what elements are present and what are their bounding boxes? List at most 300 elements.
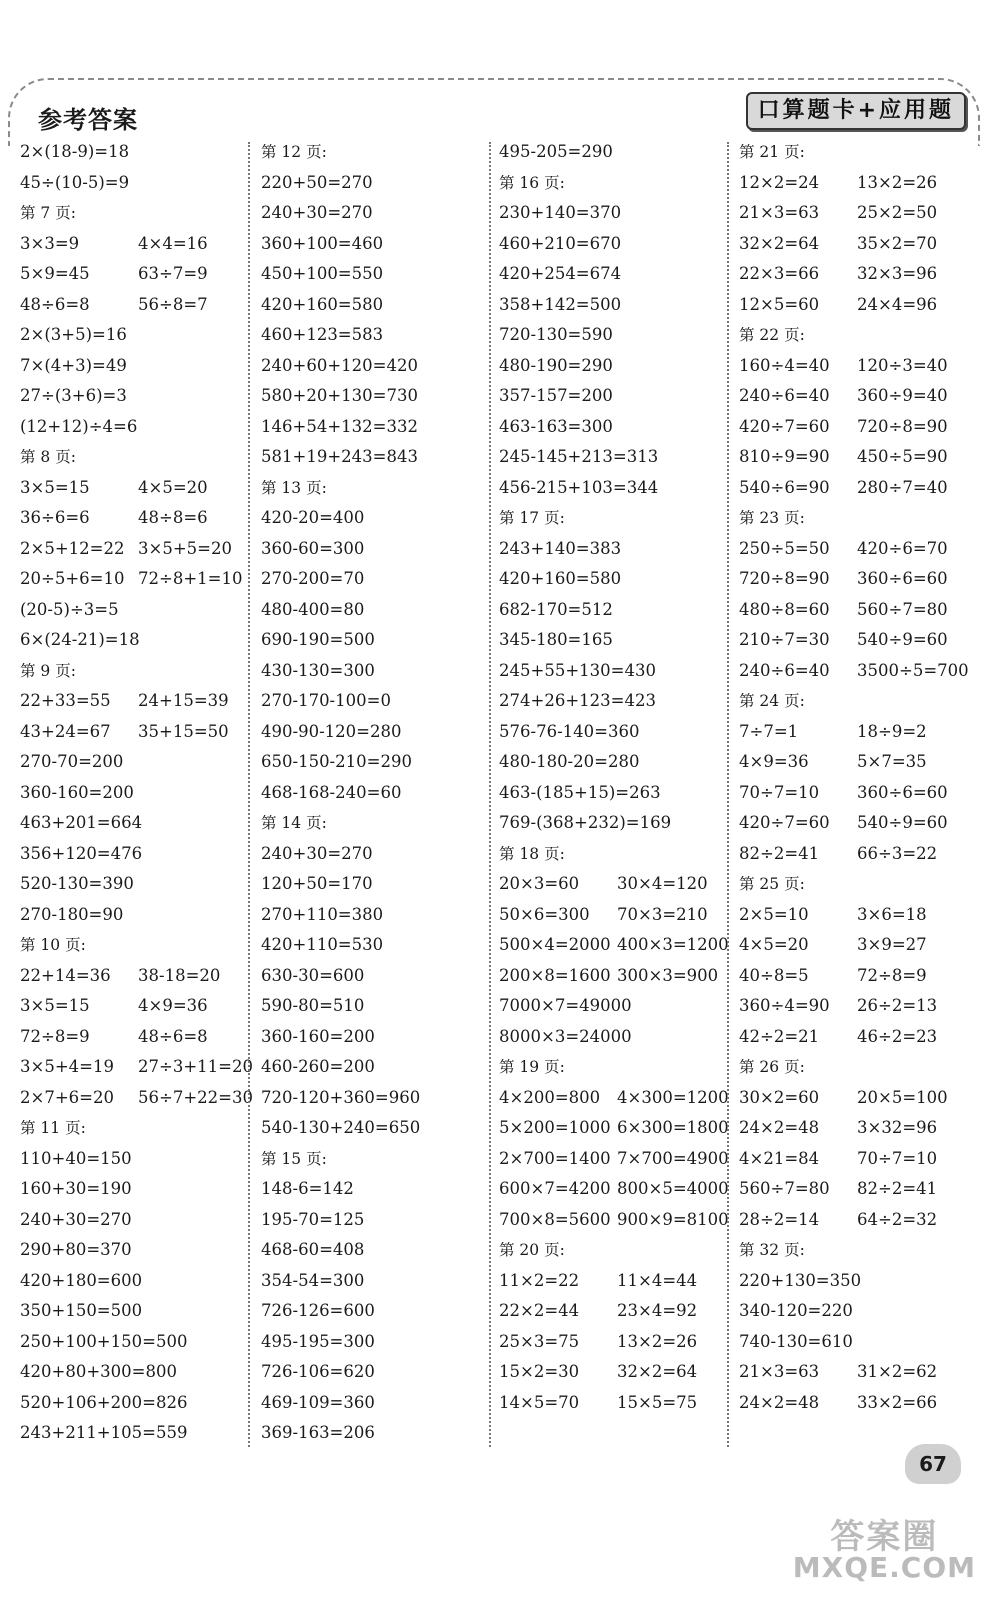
section-heading (261, 137, 486, 168)
answer-row (739, 991, 969, 1022)
answer-row (20, 961, 245, 992)
answer-equation: 2×7+6=20 (20, 1087, 114, 1107)
answer-row (20, 839, 245, 870)
answer-equation: 11×2=22 (499, 1270, 580, 1290)
answer-equation: 120÷3=40 (857, 355, 948, 375)
answer-row (261, 534, 486, 565)
answer-row (499, 1144, 729, 1175)
answer-row (261, 686, 486, 717)
answer-equation: 2×5=10 (739, 904, 809, 924)
answer-equation: 110+40=150 (20, 1148, 132, 1168)
answer-equation: 450+100=550 (261, 264, 384, 283)
answer-row (261, 412, 486, 443)
section-heading (739, 1052, 969, 1083)
answer-row (261, 656, 486, 687)
answer-row (499, 991, 724, 1022)
answer-equation: 22×2=44 (499, 1301, 580, 1320)
answer-row (739, 808, 969, 839)
answer-equation: (12+12)÷4=6 (20, 416, 138, 436)
watermark-cn: 答案圈 (830, 1517, 939, 1557)
answer-equation: 15×2=30 (499, 1362, 580, 1381)
answer-equation: 356+120=476 (20, 843, 143, 863)
answer-equation: 24×2=48 (739, 1392, 820, 1412)
answer-row (499, 778, 724, 809)
answer-row (739, 1113, 969, 1144)
answer-equation: 230+140=370 (499, 203, 622, 222)
answer-equation: 300×3=900 (617, 965, 719, 985)
answer-row (739, 1174, 969, 1205)
answer-equation: 726-126=600 (261, 1301, 375, 1320)
answer-equation: 540÷9=60 (857, 630, 948, 649)
answer-row (499, 1388, 724, 1419)
section-heading (499, 839, 724, 870)
section-heading-text: 第 8 页: (20, 448, 76, 466)
answer-row (261, 595, 486, 626)
answer-row (20, 564, 245, 595)
answer-row (261, 1296, 486, 1327)
answer-equation: 590-80=510 (261, 996, 365, 1015)
answer-column-3 (499, 137, 729, 1447)
answer-equation: 4×9=36 (138, 996, 208, 1015)
answer-row (261, 961, 486, 992)
book-title-badge: 口算题卡+应用题 (746, 92, 966, 130)
answer-equation: 420+110=530 (261, 935, 384, 954)
page-title: 参考答案 (38, 106, 138, 134)
answer-equation: 64÷2=32 (857, 1209, 938, 1229)
answer-row (261, 1174, 486, 1205)
answer-equation: 480-400=80 (261, 599, 365, 619)
column-divider (727, 142, 729, 1447)
answer-row (499, 442, 724, 473)
answer-equation: 3×5+4=19 (20, 1057, 114, 1076)
answer-equation: 148-6=142 (261, 1179, 354, 1198)
answer-equation: 26÷2=13 (857, 996, 938, 1015)
answer-equation: 420+80+300=800 (20, 1362, 177, 1381)
answer-row (739, 1296, 969, 1327)
answer-equation: 576-76-140=360 (499, 721, 640, 741)
answer-equation: 70×3=210 (617, 904, 708, 924)
answer-equation: 15×5=75 (617, 1392, 698, 1412)
answer-row (261, 1052, 486, 1083)
answer-equation: 7×700=4900 (617, 1148, 729, 1168)
answer-equation: 495-195=300 (261, 1331, 375, 1351)
answer-equation: 120+50=170 (261, 874, 373, 893)
answer-equation: 250+100+150=500 (20, 1331, 188, 1351)
answer-equation: 630-30=600 (261, 965, 365, 985)
answer-row (261, 717, 486, 748)
answer-row (739, 930, 969, 961)
answer-row (499, 1357, 724, 1388)
answer-row (261, 1418, 486, 1449)
answer-row (261, 1357, 486, 1388)
answer-column-2 (261, 137, 486, 1447)
answer-equation: 82÷2=41 (857, 1179, 938, 1198)
answer-equation: 38-18=20 (138, 965, 221, 985)
answer-row (20, 1235, 245, 1266)
answer-row (20, 1144, 245, 1175)
answer-row (739, 961, 969, 992)
answer-row (20, 351, 245, 382)
answer-equation: 700×8=5600 (499, 1209, 611, 1229)
answer-equation: 45÷(10-5)=9 (20, 172, 130, 192)
answer-row (261, 1388, 486, 1419)
answer-row (261, 930, 486, 961)
answer-row (739, 717, 969, 748)
answer-equation: 520-130=390 (20, 874, 134, 893)
answer-equation: 540÷6=90 (739, 477, 830, 497)
answer-row (261, 503, 486, 534)
answer-equation: 20×3=60 (499, 874, 580, 893)
section-heading-text: 第 26 页: (739, 1058, 805, 1076)
answer-equation: 726-106=620 (261, 1362, 375, 1381)
answer-row (499, 1205, 729, 1236)
column-divider (248, 142, 250, 1447)
answer-row (739, 290, 969, 321)
answer-equation: 4×9=36 (739, 752, 809, 771)
answer-equation: 12×5=60 (739, 294, 820, 314)
answer-equation: 240+30=270 (20, 1209, 132, 1229)
section-heading (20, 1113, 245, 1144)
answer-row (499, 808, 724, 839)
answer-row (499, 198, 724, 229)
answer-row (739, 625, 969, 656)
page-number: 67 (905, 1444, 961, 1484)
answer-equation: 31×2=62 (857, 1362, 938, 1381)
section-heading-text: 第 23 页: (739, 509, 805, 527)
section-heading-text: 第 10 页: (20, 936, 86, 954)
answer-equation: 35+15=50 (138, 721, 229, 741)
answer-row (739, 839, 969, 870)
answer-row (261, 900, 486, 931)
answer-equation: 274+26+123=423 (499, 691, 656, 710)
answer-equation: 468-60=408 (261, 1240, 365, 1259)
answer-equation: 4×200=800 (499, 1087, 601, 1107)
section-heading (739, 503, 969, 534)
answer-row (499, 1327, 724, 1358)
answer-row (499, 229, 724, 260)
answer-equation: 2×(18-9)=18 (20, 142, 130, 161)
answer-equation: 25×3=75 (499, 1331, 580, 1351)
answer-equation: 490-90-120=280 (261, 721, 402, 741)
section-heading (20, 930, 245, 961)
answer-equation: 210÷7=30 (739, 630, 830, 649)
answer-row (261, 1266, 486, 1297)
answer-equation: 20÷5+6=10 (20, 569, 125, 588)
answer-row (20, 1388, 245, 1419)
answer-equation: 420÷7=60 (739, 416, 830, 436)
answer-equation: 40÷8=5 (739, 965, 809, 985)
answer-row (261, 1235, 486, 1266)
answer-equation: 280÷7=40 (857, 477, 948, 497)
answer-row (499, 869, 724, 900)
answer-row (20, 381, 245, 412)
answer-row (499, 961, 724, 992)
answer-equation: 469-109=360 (261, 1392, 375, 1412)
section-heading-text: 第 11 页: (20, 1119, 86, 1137)
answer-row (499, 1174, 729, 1205)
answer-row (20, 412, 245, 443)
answer-equation: 720-120+360=960 (261, 1087, 421, 1107)
answer-equation: 240+30=270 (261, 843, 373, 863)
section-heading (499, 168, 724, 199)
section-heading (20, 198, 245, 229)
answer-row (499, 686, 724, 717)
answer-equation: 450÷5=90 (857, 447, 948, 466)
answer-equation: 28÷2=14 (739, 1209, 820, 1229)
answer-equation: 357-157=200 (499, 386, 613, 405)
answer-row (261, 839, 486, 870)
answer-equation: 20×5=100 (857, 1087, 948, 1107)
answer-column-4 (739, 137, 969, 1447)
answer-equation: 5×7=35 (857, 752, 927, 771)
answer-equation: 6×(24-21)=18 (20, 630, 140, 649)
section-heading (499, 1235, 724, 1266)
section-heading-text: 第 16 页: (499, 173, 565, 192)
section-heading-text: 第 21 页: (739, 143, 805, 161)
answer-equation: 82÷2=41 (739, 843, 820, 863)
answer-equation: 540÷9=60 (857, 813, 948, 832)
answer-equation: 480-180-20=280 (499, 752, 640, 771)
answer-equation: 7000×7=49000 (499, 996, 632, 1015)
section-heading (739, 137, 969, 168)
answer-equation: 270-200=70 (261, 569, 365, 588)
answer-equation: 4×21=84 (739, 1148, 820, 1168)
answer-equation: 520+106+200=826 (20, 1392, 188, 1412)
answer-equation: 32×2=64 (739, 233, 820, 253)
answer-equation: 360÷6=60 (857, 782, 948, 802)
answer-equation: 48÷6=8 (20, 294, 90, 314)
answer-equation: 33×2=66 (857, 1392, 938, 1412)
answer-row (499, 717, 724, 748)
answer-equation: 769-(368+232)=169 (499, 813, 672, 832)
answer-equation: 18÷9=2 (857, 721, 927, 741)
answer-equation: 4×5=20 (138, 477, 208, 497)
answer-equation: 360÷9=40 (857, 386, 948, 405)
answer-equation: 70÷7=10 (857, 1148, 938, 1168)
answer-equation: 3×5=15 (20, 996, 90, 1015)
answer-equation: 243+140=383 (499, 538, 622, 558)
answer-row (261, 1205, 486, 1236)
answer-row (261, 351, 486, 382)
answer-equation: 690-190=500 (261, 630, 375, 649)
answer-row (261, 778, 486, 809)
section-heading (739, 869, 969, 900)
answer-equation: 2×5+12=22 (20, 538, 125, 558)
answer-row (739, 1357, 969, 1388)
answer-equation: 13×2=26 (857, 172, 938, 192)
answer-row (499, 1266, 724, 1297)
answer-equation: 14×5=70 (499, 1392, 580, 1412)
answer-row (20, 229, 245, 260)
answer-row (499, 259, 724, 290)
answer-row (499, 412, 724, 443)
answer-equation: 350+150=500 (20, 1301, 143, 1320)
answer-row (739, 747, 969, 778)
section-heading-text: 第 22 页: (739, 326, 805, 344)
answer-equation: 48÷6=8 (138, 1026, 208, 1046)
answer-equation: 682-170=512 (499, 599, 613, 619)
answer-row (499, 1022, 724, 1053)
answer-row (261, 869, 486, 900)
answer-row (20, 1205, 245, 1236)
answer-equation: 270-70=200 (20, 752, 124, 771)
answer-equation: 420+160=580 (499, 569, 622, 588)
answer-row (20, 259, 245, 290)
answer-equation: 12×2=24 (739, 172, 820, 192)
answer-equation: 360÷6=60 (857, 569, 948, 588)
answer-equation: 5×200=1000 (499, 1118, 611, 1137)
answer-equation: 21×3=63 (739, 203, 820, 222)
answer-equation: 358+142=500 (499, 294, 622, 314)
answer-equation: 22×3=66 (739, 264, 820, 283)
answer-row (261, 991, 486, 1022)
answer-row (20, 137, 245, 168)
answer-equation: 540-130+240=650 (261, 1118, 421, 1137)
answer-row (499, 1296, 724, 1327)
section-heading (499, 503, 724, 534)
answer-row (20, 747, 245, 778)
answer-equation: 720÷8=90 (739, 569, 830, 588)
answer-equation: 460+210=670 (499, 233, 622, 253)
answer-row (739, 473, 969, 504)
answer-equation: 468-168-240=60 (261, 782, 402, 802)
answer-equation: 480-190=290 (499, 355, 613, 375)
answer-equation: 56÷7+22=30 (138, 1087, 253, 1107)
answer-equation: 460-260=200 (261, 1057, 375, 1076)
answer-row (20, 1083, 253, 1114)
answer-equation: 2×700=1400 (499, 1148, 611, 1168)
answer-row (20, 1327, 245, 1358)
answer-equation: 420-20=400 (261, 508, 365, 527)
answer-equation: 3×32=96 (857, 1118, 938, 1137)
section-heading-text: 第 15 页: (261, 1149, 327, 1168)
answer-row (499, 1113, 729, 1144)
answer-row (20, 808, 245, 839)
answer-equation: 13×2=26 (617, 1331, 698, 1351)
answer-row (20, 717, 245, 748)
answer-row (739, 1144, 969, 1175)
answer-equation: 740-130=610 (739, 1331, 853, 1351)
answer-row (739, 1022, 969, 1053)
answer-equation: 3×5+5=20 (138, 538, 232, 558)
answer-equation: 5×9=45 (20, 264, 90, 283)
answer-equation: 195-70=125 (261, 1209, 365, 1229)
answer-equation: 270-180=90 (20, 904, 124, 924)
answer-row (261, 625, 486, 656)
answer-row (739, 259, 969, 290)
section-heading-text: 第 19 页: (499, 1058, 565, 1076)
section-heading-text: 第 20 页: (499, 1241, 565, 1259)
answer-row (739, 595, 969, 626)
answer-equation: 27÷3+11=20 (138, 1057, 253, 1076)
answer-equation: 420+254=674 (499, 264, 622, 283)
answer-equation: 720-130=590 (499, 325, 613, 344)
answer-equation: 560÷7=80 (857, 599, 948, 619)
answer-equation: 63÷7=9 (138, 264, 208, 283)
answer-equation: 24×4=96 (857, 294, 938, 314)
answer-equation: 160÷4=40 (739, 355, 830, 375)
answer-row (739, 168, 969, 199)
answer-row (20, 290, 245, 321)
answer-equation: 24×2=48 (739, 1118, 820, 1137)
answer-equation: 30×2=60 (739, 1087, 820, 1107)
answer-row (499, 900, 724, 931)
answer-equation: 2×(3+5)=16 (20, 325, 127, 344)
answer-equation: 360-160=200 (20, 782, 134, 802)
answer-row (20, 168, 245, 199)
answer-equation: 800×5=4000 (617, 1179, 729, 1198)
answer-row (499, 290, 724, 321)
answer-row (20, 1022, 245, 1053)
section-heading (20, 442, 245, 473)
answer-row (739, 900, 969, 931)
answer-row (20, 503, 245, 534)
answer-row (261, 747, 486, 778)
answer-equation: 4×5=20 (739, 935, 809, 954)
answer-equation: 3×9=27 (857, 935, 927, 954)
answer-row (261, 290, 486, 321)
answer-equation: 270-170-100=0 (261, 691, 391, 710)
answer-equation: 495-205=290 (499, 142, 613, 161)
answer-row (499, 534, 724, 565)
answer-equation: 30×4=120 (617, 874, 708, 893)
answer-equation: 456-215+103=344 (499, 477, 659, 497)
answer-equation: 360÷4=90 (739, 996, 830, 1015)
answer-equation: 345-180=165 (499, 630, 613, 649)
answer-column-1 (20, 137, 253, 1447)
answer-equation: 900×9=8100 (617, 1209, 729, 1229)
answer-equation: 250÷5=50 (739, 538, 830, 558)
answer-row (20, 900, 245, 931)
answer-equation: 463-163=300 (499, 416, 613, 436)
answer-equation: 270+110=380 (261, 904, 384, 924)
answer-row (739, 1083, 969, 1114)
answer-equation: 463-(185+15)=263 (499, 782, 661, 802)
answer-row (20, 686, 245, 717)
answer-row (739, 442, 969, 473)
answer-row (20, 778, 245, 809)
answer-equation: 146+54+132=332 (261, 416, 418, 436)
answer-row (499, 564, 724, 595)
section-heading (261, 808, 486, 839)
watermark-en: MXQE.COM (792, 1551, 976, 1584)
answer-equation: 24+15=39 (138, 691, 229, 710)
answer-row (20, 1357, 245, 1388)
answer-equation: 48÷8=6 (138, 508, 208, 527)
answer-row (499, 473, 724, 504)
answer-row (499, 351, 724, 382)
answer-equation: 50×6=300 (499, 904, 590, 924)
answer-row (499, 320, 724, 351)
answer-equation: 6×300=1800 (617, 1118, 729, 1137)
answer-equation: 460+123=583 (261, 325, 384, 344)
answer-equation: 243+211+105=559 (20, 1423, 188, 1442)
answer-row (20, 320, 245, 351)
answer-row (499, 1083, 729, 1114)
answer-row (261, 259, 486, 290)
answer-equation: 600×7=4200 (499, 1179, 611, 1198)
answer-equation: 650-150-210=290 (261, 752, 412, 771)
answer-equation: 8000×3=24000 (499, 1026, 632, 1046)
answer-row (499, 625, 724, 656)
answer-row (739, 778, 969, 809)
answer-row (261, 564, 486, 595)
answer-equation: 72÷8+1=10 (138, 569, 243, 588)
answer-row (20, 1296, 245, 1327)
answer-equation: 3×5=15 (20, 477, 90, 497)
answer-row (261, 1113, 486, 1144)
answer-row (499, 381, 724, 412)
